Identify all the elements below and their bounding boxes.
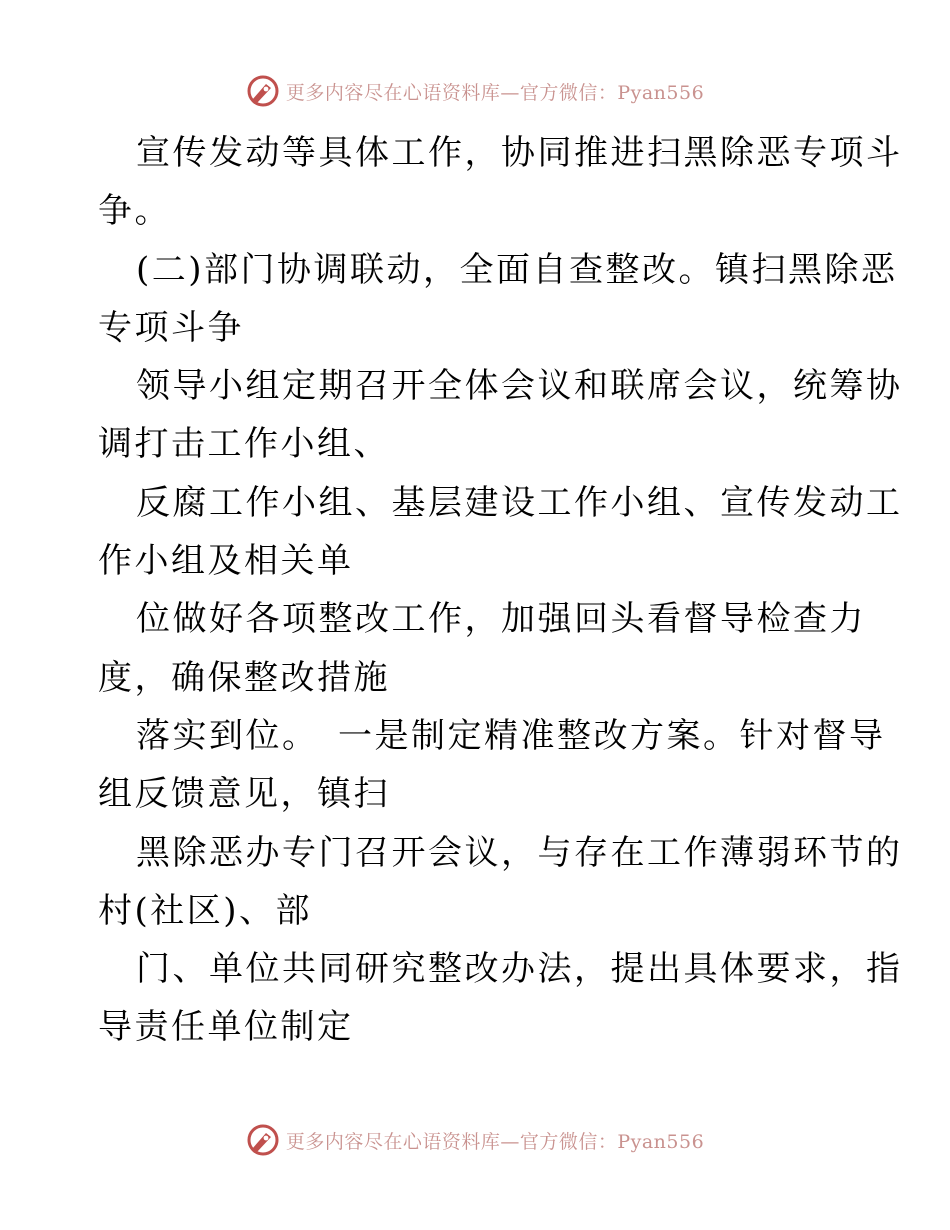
text-line: (二)部门协调联动，全面自查整改。镇扫黑除恶	[136, 249, 898, 290]
pen-nib-circle-icon	[246, 74, 280, 108]
watermark-text: 更多内容尽在心语资料库—官方微信：Pyan556	[285, 1130, 705, 1153]
pen-nib-circle-icon	[246, 1123, 280, 1157]
text-line: 村(社区)、部	[98, 890, 313, 931]
text-line: 宣传发动等具体工作，协同推进扫黑除恶专项斗	[136, 133, 903, 173]
text-line: 门、单位共同研究整改办法，提出具体要求，指	[136, 949, 903, 990]
text-line: 度，确保整改措施	[98, 657, 390, 698]
text-line: 落实到位。 一是制定精准整改方案。针对督导	[136, 715, 886, 756]
text-line: 调打击工作小组、	[98, 424, 390, 465]
text-line: 黑除恶办专门召开会议，与存在工作薄弱环节的	[136, 832, 903, 873]
header-watermark	[0, 74, 950, 108]
watermark-text: 更多内容尽在心语资料库—官方微信：Pyan556	[285, 81, 705, 104]
footer-watermark	[0, 1123, 950, 1157]
document-body	[98, 124, 903, 1057]
text-line: 反腐工作小组、基层建设工作小组、宣传发动工	[136, 482, 903, 523]
text-line: 作小组及相关单	[98, 541, 354, 582]
text-line: 组反馈意见，镇扫	[98, 774, 390, 815]
text-line: 专项斗争	[98, 307, 244, 348]
text-line: 导责任单位制定	[98, 1007, 354, 1048]
text-line: 争。	[98, 191, 171, 232]
text-line: 位做好各项整改工作，加强回头看督导检查力	[136, 599, 866, 640]
text-line: 领导小组定期召开全体会议和联席会议，统筹协	[136, 366, 903, 407]
